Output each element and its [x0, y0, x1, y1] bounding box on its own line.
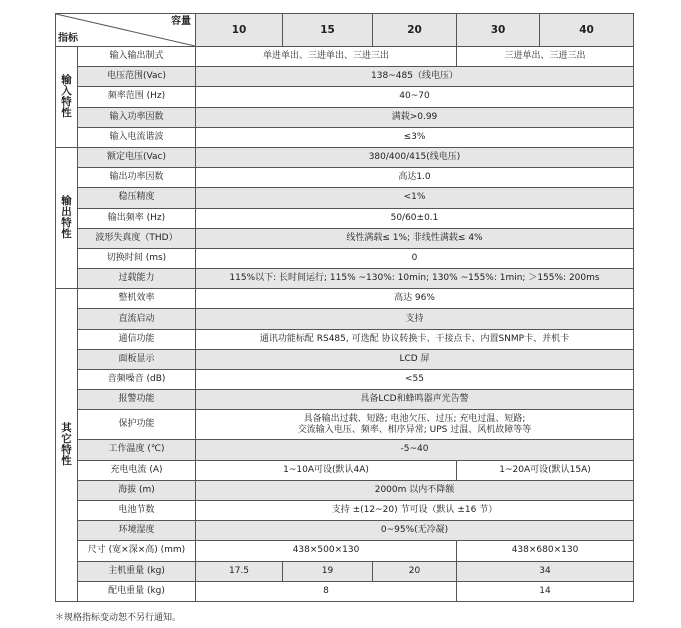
row-label: 切换时间 (ms)	[78, 248, 196, 268]
row-label: 主机重量 (kg)	[78, 561, 196, 581]
capacity-header: 容量	[171, 16, 191, 27]
row-value: 40~70	[196, 87, 634, 107]
capacity-20: 20	[373, 14, 457, 47]
row-label: 面板显示	[78, 349, 196, 369]
row-label: 稳压精度	[78, 188, 196, 208]
row-value: 19	[283, 561, 373, 581]
table-row	[56, 349, 634, 369]
row-label: 波形失真度（THD）	[78, 228, 196, 248]
group-input: 输 入 特 性	[56, 47, 78, 148]
row-value: 通讯功能标配 RS485, 可选配 协议转换卡、干接点卡、内置SNMP卡、并机卡	[196, 329, 634, 349]
table-row	[56, 188, 634, 208]
row-value: <1%	[196, 188, 634, 208]
row-label: 通信功能	[78, 329, 196, 349]
row-label: 输入输出制式	[78, 47, 196, 67]
capacity-30: 30	[457, 14, 540, 47]
group-output: 输 出 特 性	[56, 147, 78, 288]
row-label: 海拔 (m)	[78, 480, 196, 500]
row-value: 1~20A可设(默认15A)	[457, 460, 634, 480]
table-row	[56, 107, 634, 127]
row-label: 输入电流谐波	[78, 127, 196, 147]
row-value: ≤3%	[196, 127, 634, 147]
row-value: 115%以下: 长时间运行; 115% ~130%: 10min; 130% ~155%: 1min; ＞155%: 200ms	[196, 269, 634, 289]
capacity-15: 15	[283, 14, 373, 47]
table-row	[56, 269, 634, 289]
protection-line-1: 具备输出过载、短路; 电池欠压、过压; 充电过温、短路;	[303, 413, 526, 424]
row-label: 输出功率因数	[78, 168, 196, 188]
corner-cell	[56, 14, 196, 47]
row-label: 输出频率 (Hz)	[78, 208, 196, 228]
table-row	[56, 127, 634, 147]
row-value: 0~95%(无冷凝)	[196, 521, 634, 541]
row-value: 34	[457, 561, 634, 581]
row-value: 0	[196, 248, 634, 268]
footnote: ＊规格指标变动恕不另行通知。	[55, 613, 182, 623]
capacity-10: 10	[196, 14, 283, 47]
row-value: 17.5	[196, 561, 283, 581]
spec-table	[55, 13, 634, 602]
table-row	[56, 67, 634, 87]
table-row	[56, 460, 634, 480]
row-label: 保护功能	[78, 410, 196, 440]
row-label: 充电电流 (A)	[78, 460, 196, 480]
row-value: 1~10A可设(默认4A)	[196, 460, 457, 480]
row-value: 高达1.0	[196, 168, 634, 188]
table-row	[56, 541, 634, 561]
row-value: 438×680×130	[457, 541, 634, 561]
row-value: 单进单出、三进单出、三进三出	[196, 47, 457, 67]
table-row	[56, 480, 634, 500]
row-label: 电压范围(Vac)	[78, 67, 196, 87]
header-row	[56, 14, 634, 47]
row-label: 输入功率因数	[78, 107, 196, 127]
row-value: 三进单出、三进三出	[457, 47, 634, 67]
table-row	[56, 147, 634, 167]
row-label: 频率范围 (Hz)	[78, 87, 196, 107]
table-row	[56, 248, 634, 268]
table-row	[56, 309, 634, 329]
row-value: 20	[373, 561, 457, 581]
row-label: 电池节数	[78, 500, 196, 520]
indicator-header: 指标	[58, 33, 78, 44]
row-value: 138~485（线电压）	[196, 67, 634, 87]
row-value: 满载>0.99	[196, 107, 634, 127]
capacity-40: 40	[540, 14, 634, 47]
protection-line-2: 交流输入电压、频率、相序异常; UPS 过温、风机故障等等	[297, 424, 532, 435]
row-value: 具备LCD和蜂鸣器声光告警	[196, 390, 634, 410]
row-label: 尺寸 (宽×深×高) (mm)	[78, 541, 196, 561]
row-value: 支持 ±(12~20) 节可设（默认 ±16 节）	[196, 500, 634, 520]
row-value: 线性满载≤ 1%; 非线性满载≤ 4%	[196, 228, 634, 248]
table-row	[56, 561, 634, 581]
row-value: -5~40	[196, 440, 634, 460]
row-value: 2000m 以内不降额	[196, 480, 634, 500]
table-row	[56, 208, 634, 228]
table-row	[56, 521, 634, 541]
table-row	[56, 410, 634, 440]
row-label: 整机效率	[78, 289, 196, 309]
row-label: 环境湿度	[78, 521, 196, 541]
row-value: 支持	[196, 309, 634, 329]
row-value: 438×500×130	[196, 541, 457, 561]
row-label: 音频噪音 (dB)	[78, 370, 196, 390]
row-label: 配电重量 (kg)	[78, 581, 196, 601]
table-row	[56, 47, 634, 67]
row-value: <55	[196, 370, 634, 390]
table-row	[56, 370, 634, 390]
table-row	[56, 289, 634, 309]
row-value: LCD 屏	[196, 349, 634, 369]
table-row	[56, 329, 634, 349]
row-value: 14	[457, 581, 634, 601]
table-row	[56, 440, 634, 460]
row-value: 8	[196, 581, 457, 601]
table-row	[56, 228, 634, 248]
row-value: 380/400/415(线电压)	[196, 147, 634, 167]
row-label: 工作温度 (℃)	[78, 440, 196, 460]
row-value: 高达 96%	[196, 289, 634, 309]
row-label: 额定电压(Vac)	[78, 147, 196, 167]
table-row	[56, 581, 634, 601]
row-value	[196, 410, 634, 440]
table-row	[56, 87, 634, 107]
row-label: 报警功能	[78, 390, 196, 410]
table-row	[56, 168, 634, 188]
table-row	[56, 390, 634, 410]
row-label: 过载能力	[78, 269, 196, 289]
row-value: 50/60±0.1	[196, 208, 634, 228]
row-label: 直流启动	[78, 309, 196, 329]
table-row	[56, 500, 634, 520]
group-other: 其 它 特 性	[56, 289, 78, 602]
